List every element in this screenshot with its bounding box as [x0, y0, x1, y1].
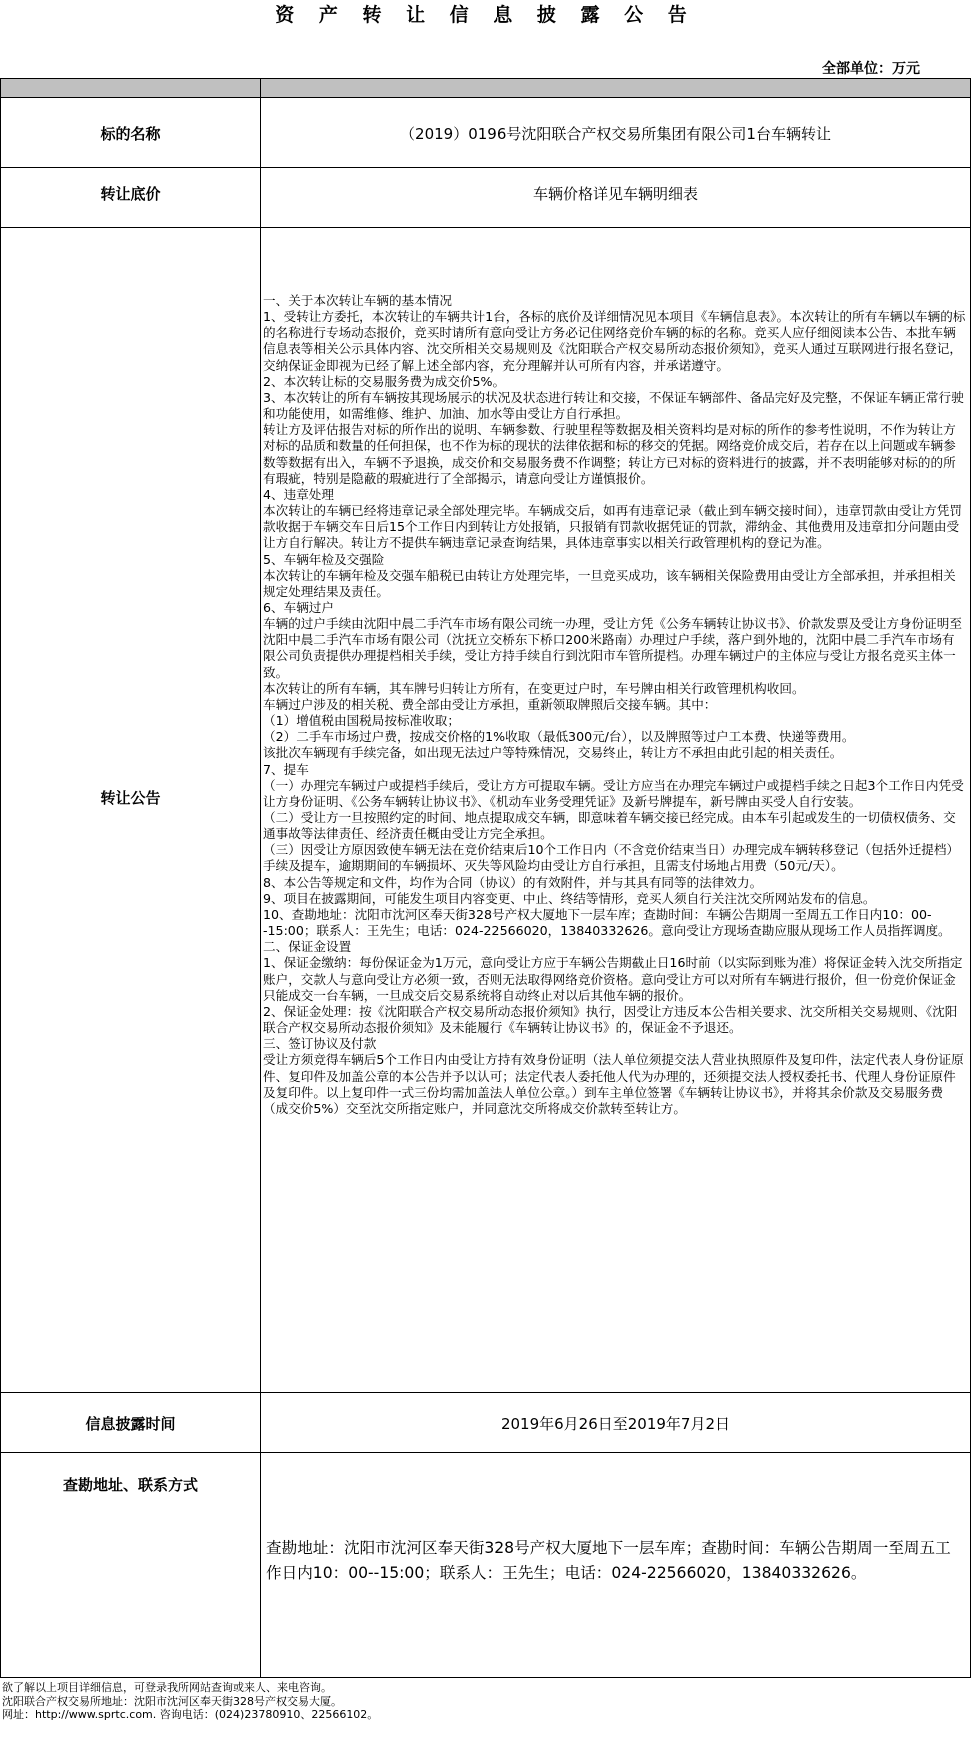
notice-paragraph: 7、提车 — [263, 761, 309, 777]
notice-paragraph: 车辆过户涉及的相关税、费全部由受让方承担，重新领取牌照后交接车辆。其中： — [263, 696, 717, 712]
notice-paragraph: 5、车辆年检及交强险 — [263, 551, 385, 567]
notice-paragraph: 本次转让的车辆年检及交强车船税已由转让方处理完毕，一旦竞买成功，该车辆相关保险费用由受让方全部承担，并承担相关规定处理结果及责任。 — [263, 567, 956, 599]
notice-paragraph: （2）二手车市场过户费，按成交价格的1%收取（最低300元/台），以及牌照等过户工本费、快递等费用。 — [263, 729, 855, 745]
notice-paragraph: 本次转让的车辆已经将违章记录全部处理完毕。车辆成交后，如再有违章记录（截止到车辆交接时间），违章罚款由受让方凭罚款收据于车辆交车日后15个工作日内到转让方处报销，只报销有罚款收据凭证的罚款，滞纳金、其他费用及违章扣分问题由受让方自行解决。转让方不提供车辆违章记录查询结果，具体违章事实以相关行政管理机构的登记为准。 — [263, 503, 962, 551]
disclosure-table — [0, 78, 971, 1678]
notice-paragraph: 8、本公告等规定和文件，均作为合同（协议）的有效附件，并与其具有同等的法律效力。 — [263, 874, 763, 890]
value-reserve-price: 车辆价格详见车辆明细表 — [532, 185, 698, 203]
notice-paragraph: 6、车辆过户 — [263, 599, 334, 615]
label-reserve-price: 转让底价 — [100, 185, 161, 203]
row-divider — [1, 167, 970, 168]
notice-paragraph: 3、本次转让的所有车辆按其现场展示的状况及状态进行转让和交接，不保证车辆部件、备品完好及完整，不保证车辆正常行驶和功能使用，如需维修、维护、加油、加水等由受让方自行承担。 — [263, 389, 964, 422]
notice-paragraph: 2、本次转让标的交易服务费为成交价5%。 — [263, 373, 506, 389]
footer-line: 欲了解以上项目详细信息，可登录我所网站查询或来人、来电咨询。 — [2, 1681, 332, 1694]
table-header-band — [1, 79, 970, 98]
notice-paragraph: 2、保证金处理：按《沈阳联合产权交易所动态报价须知》执行，因受让方违反本公告相关要求、沈交所相关交易规则、《沈阳联合产权交易所动态报价须知》及未能履行《车辆转让协议书》的，保证金不予退还。 — [263, 1003, 958, 1036]
label-target-name: 标的名称 — [100, 125, 161, 143]
page-title: 资 产 转 让 信 息 披 露 公 告 — [275, 4, 696, 26]
notice-paragraph: （一）办理完车辆过户或提档手续后，受让方方可提取车辆。受让方应当在办理完车辆过户或提档手续之日起3个工作日内凭受让方身份证明、《公务车辆转让协议书》、《机动车业务受理凭证》及新号牌提车，新号牌由买受人自行安装。 — [263, 777, 964, 809]
notice-paragraph: （三）因受让方原因致使车辆无法在竞价结束后10个工作日内（不含竞价结束当日）办理完成车辆转移登记（包括外迁提档）手续及提车，逾期期间的车辆损坏、灭失等风险均由受让方自行承担，且需支付场地占用费（50元/天）。 — [263, 842, 960, 874]
label-transfer-notice: 转让公告 — [100, 789, 161, 807]
value-target-name: （2019）0196号沈阳联合产权交易所集团有限公司1台车辆转让 — [400, 125, 831, 143]
row-divider — [1, 1452, 970, 1453]
row-divider — [1, 1392, 970, 1393]
footer-line: 网址：http://www.sprtc.com. 咨询电话：(024)23780910、22566102。 — [2, 1708, 379, 1721]
notice-paragraph: 三、签订协议及付款 — [263, 1036, 377, 1052]
notice-paragraph: 9、项目在披露期间，可能发生项目内容变更、中止、终结等情形，竞买人须自行关注沈交所网站发布的信息。 — [263, 890, 876, 906]
value-disclosure-time: 2019年6月26日至2019年7月2日 — [500, 1415, 731, 1433]
notice-paragraph: （1）增值税由国税局按标准收取； — [263, 713, 460, 729]
notice-paragraph: 4、违章处理 — [263, 486, 334, 502]
notice-paragraph: 受让方须竞得车辆后5个工作日内由受让方持有效身份证明（法人单位须提交法人营业执照原件及复印件，法定代表人身份证原件、复印件及加盖公章的本公告并予以认可；法定代表人委托他人代为办理的，还须提交法人授权委托书、代理人身份证原件及复印件。以上复印件一式三份均需加盖法人单位公章。）到车主单位签署《车辆转让协议书》，并将其余价款及交易服务费（成交价5%）交至沈交所指定账户，并同意沈交所将成交价款转至转让方。 — [263, 1052, 964, 1116]
notice-paragraph: 10、查勘地址：沈阳市沈河区奉天街328号产权大厦地下一层车库；查勘时间：车辆公告期周一至周五工作日内10：00--15:00；联系人：王先生；电话：024-22566020，13840332626。意向受让方现场查勘应服从现场工作人员指挥调度。 — [263, 906, 951, 939]
notice-paragraph: 本次转让的所有车辆，其车牌号归转让方所有，在变更过户时，车号牌由相关行政管理机构收回。 — [263, 680, 805, 696]
footer — [2, 1681, 962, 1722]
label-inspection-contact: 查勘地址、联系方式 — [62, 1476, 198, 1494]
value-inspection-contact: 查勘地址：沈阳市沈河区奉天街328号产权大厦地下一层车库；查勘时间：车辆公告期周一至周五工作日内10：00--15:00；联系人：王先生；电话：024-22566020，13840332626。 — [266, 1539, 951, 1582]
notice-paragraph: 1、保证金缴纳：每份保证金为1万元，意向受让方应于车辆公告期截止日16时前（以实际到账为准）将保证金转入沈交所指定账户，交款人与意向受让方必须一致，否则无法取得网络竞价资格。意向受让方可以对所有车辆进行报价，但一份竞价保证金只能成交一台车辆，一旦成交后交易系统将自动终止对以后其他车辆的报价。 — [263, 955, 963, 1003]
column-divider — [260, 79, 261, 1677]
label-disclosure-time: 信息披露时间 — [85, 1415, 176, 1433]
row-divider — [1, 227, 970, 228]
footer-line: 沈阳联合产权交易所地址：沈阳市沈河区奉天街328号产权交易大厦。 — [2, 1694, 342, 1708]
notice-paragraph: 一、关于本次转让车辆的基本情况 — [263, 293, 452, 308]
unit-label: 全部单位：万元 — [822, 61, 920, 77]
notice-paragraph: 1、受转让方委托，本次转让的车辆共计1台，各标的底价及详细情况见本项目《车辆信息表》。本次转让的所有车辆以车辆的标的名称进行专场动态报价，竞买时请所有意向受让方务必记住网络竞价车辆的标的名称。竞买人应仔细阅读本公告、本批车辆信息表等相关公示具体内容、沈交所相关交易规则及《沈阳联合产权交易所动态报价须知》，竞买人通过互联网进行报名登记，交纳保证金即视为已经了解上述全部内容，充分理解并认可所有内容，并承诺遵守。 — [263, 309, 966, 373]
notice-paragraph: （二）受让方一旦按照约定的时间、地点提取成交车辆，即意味着车辆交接已经完成。由本车引起或发生的一切债权债务、交通事故等法律责任、经济责任概由受让方完全承担。 — [263, 810, 956, 842]
transfer-notice-text — [263, 293, 967, 1117]
notice-paragraph: 二、保证金设置 — [263, 939, 352, 955]
notice-paragraph: 该批次车辆现有手续完备，如出现无法过户等特殊情况，交易终止，转让方不承担由此引起的相关责任。 — [263, 745, 843, 761]
notice-paragraph: 转让方及评估报告对标的所作出的说明、车辆参数、行驶里程等数据及相关资料均是对标的所作的参考性说明，不作为转让方对标的品质和数量的任何担保，也不作为标的现状的法律依据和标的移交的凭据。网络竞价成交后，若存在以上问题或车辆参数等数据有出入，车辆不予退换，成交价和交易服务费不作调整；转让方已对标的资料进行的披露，并不表明能够对标的的所有瑕疵，特别是隐蔽的瑕疵进行了全部揭示，请意向受让方谨慎报价。 — [263, 422, 956, 486]
notice-paragraph: 车辆的过户手续由沈阳中晨二手汽车市场有限公司统一办理，受让方凭《公务车辆转让协议书》、价款发票及受让方身份证明至沈阳中晨二手汽车市场有限公司（沈抚立交桥东下桥口200米路南）办理过户手续，落户到外地的，沈阳中晨二手汽车市场有限公司负责提供办理提档相关手续，受让方持手续自行到沈阳市车管所提档。办理车辆过户的主体应与受让方报名竞买主体一致。 — [263, 616, 962, 680]
